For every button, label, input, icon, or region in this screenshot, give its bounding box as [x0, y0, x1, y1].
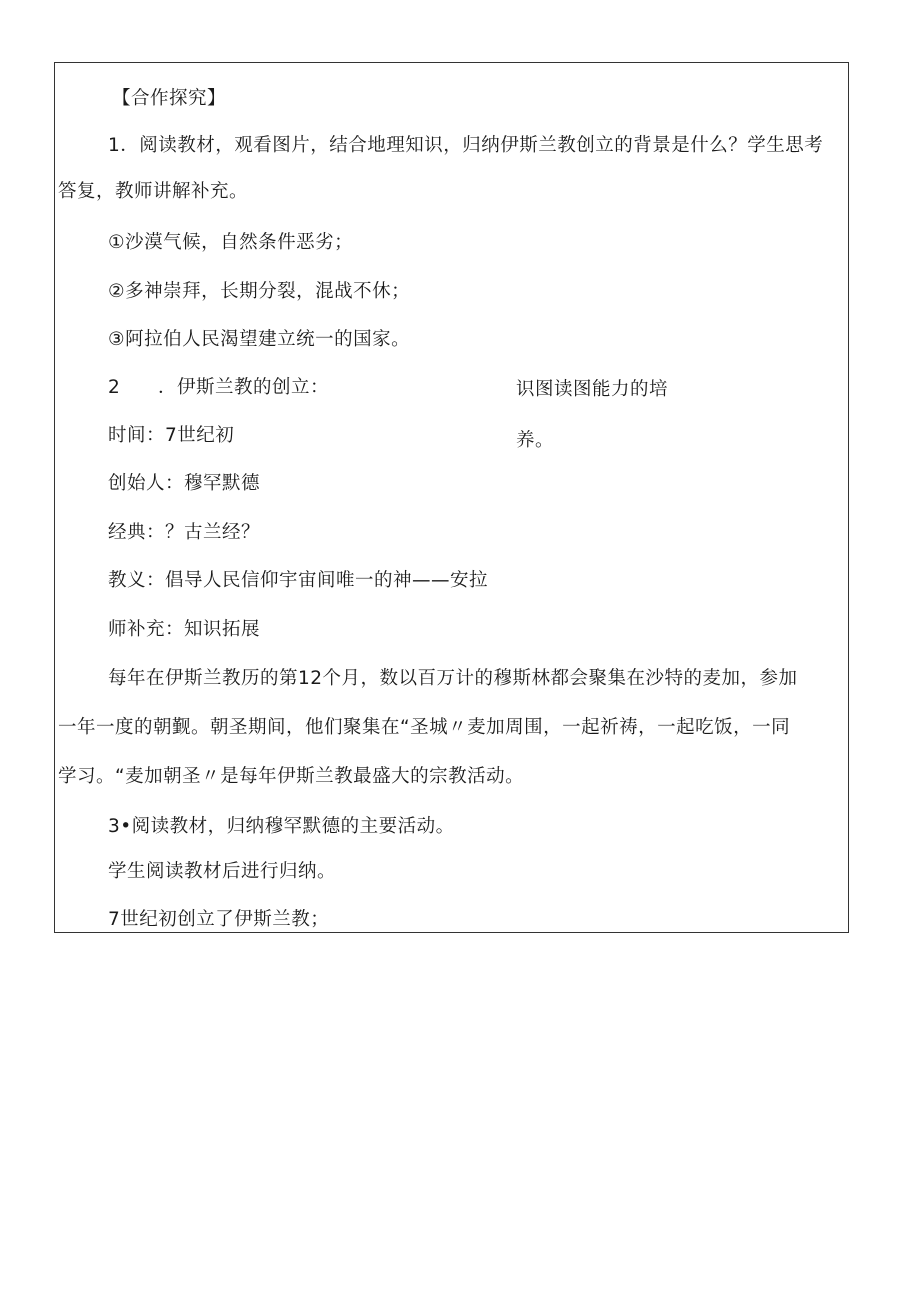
teacher-supplement: 师补充：知识拓展: [108, 619, 261, 640]
scripture: 经典：？古兰经？: [108, 522, 261, 543]
founder: 创始人：穆罕默德: [108, 473, 261, 494]
doctrine: 教义：倡导人民信仰宇宙间唯一的神——安拉: [108, 570, 489, 591]
background-point-3: ③阿拉伯人民渴望建立统一的国家。: [108, 329, 411, 350]
question-1-line-1: 1．阅读教材，观看图片，结合地理知识，归纳伊斯兰教创立的背景是什么？学生思考: [108, 135, 824, 156]
paragraph-line-2: 一年一度的朝觐。朝圣期间，他们聚集在“圣城〃麦加周围，一起祈祷，一起吃饭，一同: [58, 717, 791, 738]
background-point-2: ②多神崇拜，长期分裂，混战不休；: [108, 281, 411, 302]
paragraph-line-1: 每年在伊斯兰教历的第12个月，数以百万计的穆斯林都会聚集在沙特的麦加，参加: [108, 668, 798, 689]
paragraph-line-3: 学习。“麦加朝圣〃是每年伊斯兰教最盛大的宗教活动。: [58, 766, 525, 787]
side-note-line-1: 识图读图能力的培: [516, 379, 669, 400]
question-1-line-2: 答复，教师讲解补充。: [58, 181, 249, 202]
question-3-title: 3•阅读教材，归纳穆罕默德的主要活动。: [108, 816, 455, 837]
section-heading: 【合作探究】: [112, 88, 227, 109]
side-note-line-2: 养。: [516, 430, 555, 451]
question-2-number: 2: [108, 377, 121, 398]
background-point-1: ①沙漠气候，自然条件恶劣；: [108, 232, 354, 253]
question-3-student: 学生阅读教材后进行归纳。: [108, 861, 337, 882]
question-2-title: ．伊斯兰教的创立：: [158, 377, 330, 398]
founding-time: 时间：7世纪初: [108, 425, 235, 446]
question-3-item-1: 7世纪初创立了伊斯兰教；: [108, 909, 330, 930]
